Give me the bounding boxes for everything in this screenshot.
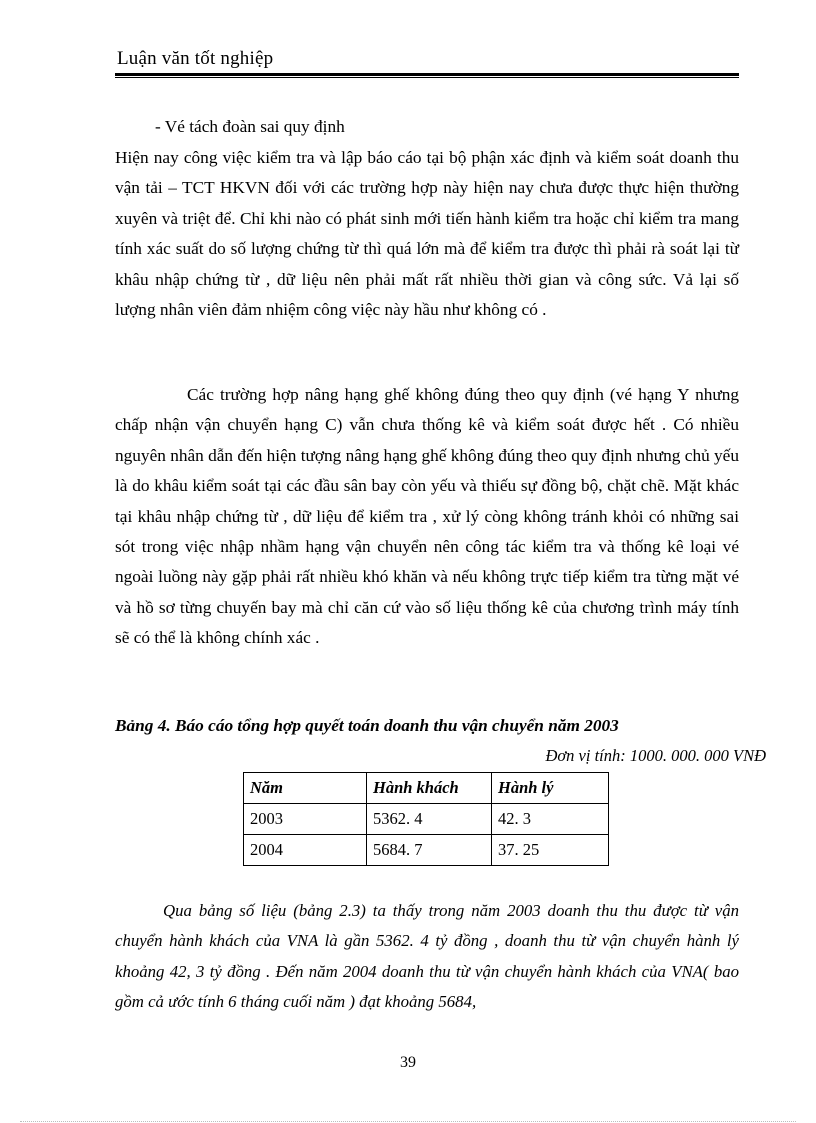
- table-row: [244, 835, 609, 866]
- bottom-divider: [20, 1121, 796, 1122]
- bullet-item: - Vé tách đoàn sai quy định: [155, 117, 345, 136]
- table-cell: 37. 25: [492, 835, 609, 866]
- body-paragraph-2: Các trường hợp nâng hạng ghế không đúng theo quy định (vé hạng Y nhưng chấp nhận vận chuyển hạng C) vẫn chưa thống kê và kiểm soát được hết . Có nhiều nguyên nhân dẫn đến hiện tượng nâng hạng ghế không đúng theo quy định nhưng chủ yếu là do khâu kiểm soát tại các đầu sân bay còn yếu và thiếu sự đồng bộ, chặt chẽ. Mặt khác tại khâu nhập chứng từ , dữ liệu để kiểm tra , xử lý còng không tránh khỏi có những sai sót trong việc nhập nhầm hạng vận chuyển nên công tác kiểm tra và thống kê loại vé ngoài luồng này gặp phải rất nhiều khó khăn và nếu không trực tiếp kiểm tra từng mặt vé và hồ sơ từng chuyến bay mà chỉ căn cứ vào số liệu thống kê của chương trình máy tính sẽ có thể là không chính xác .: [115, 385, 739, 648]
- table-caption: Bảng 4. Báo cáo tổng hợp quyết toán doanh thu vận chuyển năm 2003: [115, 716, 619, 735]
- table-cell: 2003: [244, 804, 367, 835]
- table-header-cell: Hành khách: [367, 773, 492, 804]
- header-rule-thick: [115, 73, 739, 76]
- table-row: [244, 804, 609, 835]
- table-cell: 42. 3: [492, 804, 609, 835]
- page-number: 39: [400, 1054, 416, 1071]
- table-cell: 5362. 4: [367, 804, 492, 835]
- table-cell: 5684. 7: [367, 835, 492, 866]
- revenue-table: [243, 772, 609, 866]
- table-header-cell: Hành lý: [492, 773, 609, 804]
- table-cell: 2004: [244, 835, 367, 866]
- document-header-title: Luận văn tốt nghiệp: [117, 48, 274, 69]
- table-header-row: [244, 773, 609, 804]
- table-unit-note: Đơn vị tính: 1000. 000. 000 VNĐ: [545, 746, 766, 765]
- analysis-paragraph: Qua bảng số liệu (bảng 2.3) ta thấy trong năm 2003 doanh thu thu được từ vận chuyển hành khách của VNA là gần 5362. 4 tỷ đồng , doanh thu từ vận chuyển hành lý khoảng 42, 3 tỷ đồng . Đến năm 2004 doanh thu từ vận chuyển hành khách của VNA( bao gồm cả ước tính 6 tháng cuối năm ) đạt khoảng 5684,: [115, 901, 739, 1012]
- table-header-cell: Năm: [244, 773, 367, 804]
- body-paragraph-1: Hiện nay công việc kiểm tra và lập báo cáo tại bộ phận xác định và kiểm soát doanh thu vận tải – TCT HKVN đối với các trường hợp này hiện nay chưa được thực hiện thường xuyên và triệt để. Chỉ khi nào có phát sinh mới tiến hành kiểm tra hoặc chỉ kiểm tra mang tính xác suất do số lượng chứng từ thì quá lớn mà để kiểm tra được thì phải rà soát lại từ khâu nhập chứng từ , dữ liệu nên phải mất rất nhiều thời gian và công sức. Vả lại số lượng nhân viên đảm nhiệm công việc này hầu như không có .: [115, 148, 739, 320]
- header-rule-thin: [115, 77, 739, 78]
